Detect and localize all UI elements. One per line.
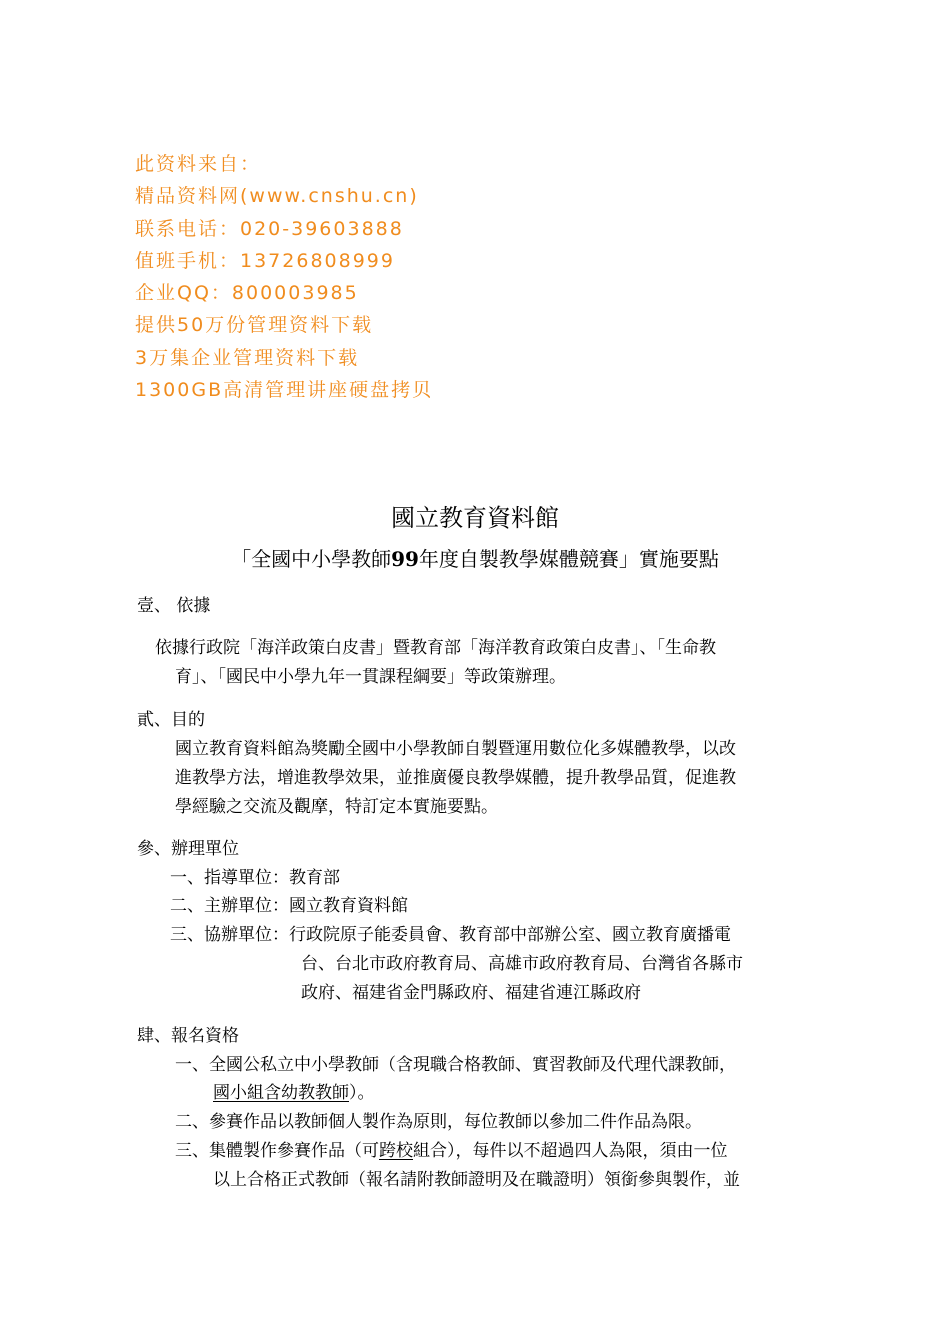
subtitle-prefix: 「全國中小學教師 [231, 547, 392, 571]
list-item [175, 1136, 728, 1161]
paragraph-line: 國立教育資料館為獎勵全國中小學教師自製暨運用數位化多媒體教學，以改 [175, 739, 736, 759]
list-item: 三、協辦單位：行政院原子能委員會、教育部中部辦公室、國立教育廣播電 [170, 925, 731, 945]
list-item-continuation: 以上合格正式教師（報名請附教師證明及在職證明）領銜參與製作，並 [213, 1170, 740, 1190]
list-item: 一、指導單位：教育部 [170, 868, 340, 888]
promo-line: 1300GB高清管理讲座硬盘拷贝 [135, 379, 434, 402]
list-item-continuation: 政府、福建省金門縣政府、福建省連江縣政府 [301, 983, 641, 1003]
document-title: 國立教育資料館 [391, 504, 559, 532]
document-subtitle [0, 543, 950, 572]
plain-text: 三、集體製作參賽作品（可 [175, 1141, 379, 1161]
list-item-continuation: 台、台北市政府教育局、高雄市政府教育局、台灣省各縣市 [301, 954, 743, 974]
list-item-continuation [213, 1078, 375, 1103]
promo-line: 3万集企业管理资料下载 [135, 346, 360, 369]
section-heading: 參、辦理單位 [137, 839, 239, 859]
section-heading: 壹、 依據 [137, 596, 211, 616]
plain-text: ）。 [349, 1083, 375, 1103]
underlined-text: 國小組含幼教教師 [213, 1083, 349, 1103]
promo-line: 值班手机：13726808999 [135, 249, 395, 272]
promo-line: 提供50万份管理资料下载 [135, 314, 374, 337]
promo-block [135, 148, 433, 406]
plain-text: 組合），每件以不超過四人為限，須由一位 [413, 1141, 728, 1161]
list-item: 二、參賽作品以教師個人製作為原則，每位教師以參加二件作品為限。 [175, 1112, 702, 1132]
section-heading: 貳、目的 [137, 710, 205, 730]
list-item: 一、全國公私立中小學教師（含現職合格教師、實習教師及代理代課教師， [175, 1055, 736, 1075]
list-item: 二、主辦單位：國立教育資料館 [170, 896, 408, 916]
promo-line: 此资料来自： [135, 153, 262, 175]
underlined-text: 跨校 [379, 1141, 413, 1161]
paragraph-line: 育」、「國民中小學九年一貫課程綱要」等政策辦理。 [175, 667, 566, 687]
paragraph-line: 進教學方法，增進教學效果，並推廣優良教學媒體，提升教學品質，促進教 [175, 768, 736, 788]
paragraph-line: 學經驗之交流及觀摩，特訂定本實施要點。 [175, 797, 498, 817]
promo-line: 企业QQ：800003985 [135, 282, 359, 305]
promo-line: 精品资料网(www.cnshu.cn) [135, 185, 419, 208]
section-heading: 肆、報名資格 [137, 1026, 239, 1046]
subtitle-suffix: 年度自製教學媒體競賽」實施要點 [418, 547, 719, 571]
subtitle-year: 99 [391, 547, 419, 571]
paragraph-line: 依據行政院「海洋政策白皮書」暨教育部「海洋教育政策白皮書」、「生命教 [155, 638, 716, 658]
promo-line: 联系电话：020-39603888 [135, 217, 404, 240]
